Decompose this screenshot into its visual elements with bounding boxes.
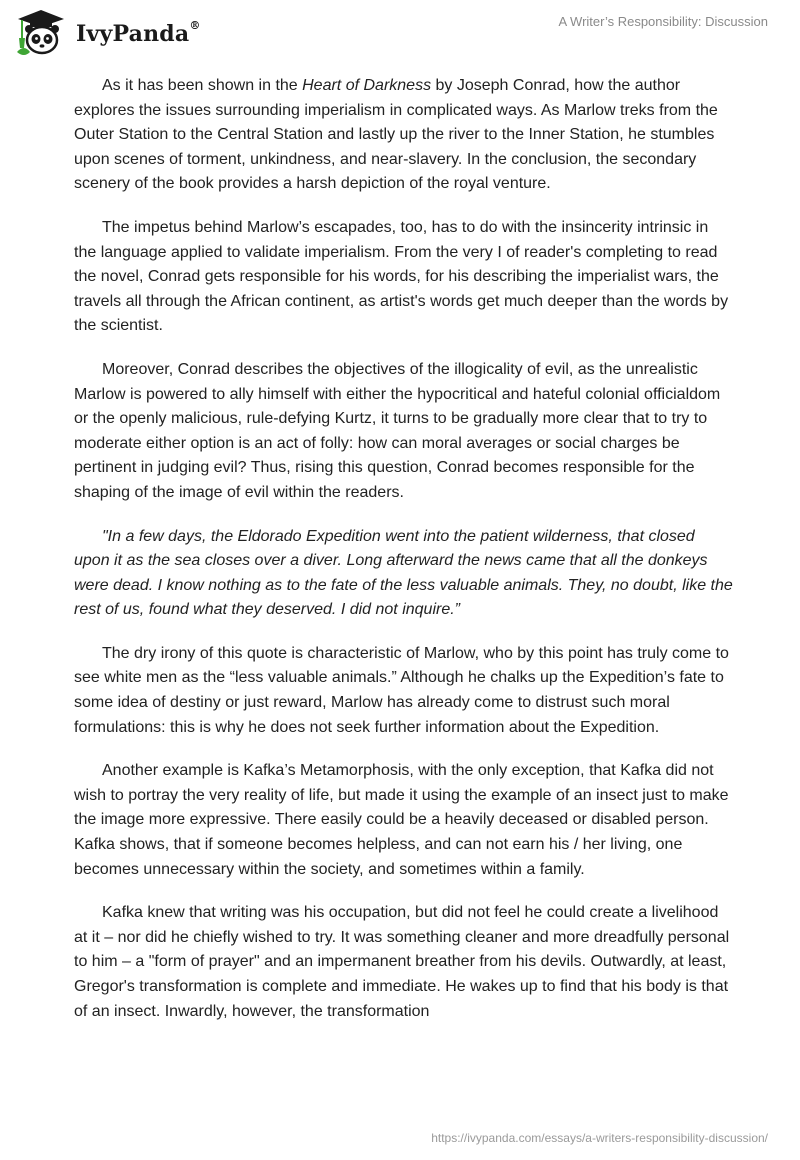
registered-mark: ®	[189, 18, 201, 32]
source-url[interactable]: https://ivypanda.com/essays/a-writers-responsibility-discussion/	[431, 1131, 768, 1145]
book-title-heart-of-darkness: Heart of Darkness	[302, 77, 432, 94]
ivypanda-logo[interactable]	[14, 8, 201, 58]
paragraph-6: Another example is Kafka’s Metamorphosis, with the only exception, that Kafka did not wish to portray the very reality of life, but made it using the example of an insect just to make the image more expressive. There easily could be a heavily deceased or disabled person. Kafka shows, that if someone becomes helpless, and can not earn his / her living, one becomes unnecessary within the society, and sometimes within a family.	[74, 762, 729, 878]
document-title: A Writer’s Responsibility: Discussion	[558, 14, 768, 29]
logo-wordmark: IvyPanda®	[76, 18, 201, 47]
essay-body	[74, 74, 734, 1043]
paragraph-1-post: by Joseph Conrad, how the author explores the issues surrounding imperialism in complicated ways. As Marlow treks from the Outer Station to the Central Station and lastly up the river to the Inner Station, he stumbles upon scenes of torment, unkindness, and near-slavery. In the conclusion, the secondary scenery of the book provides a harsh depiction of the royal venture.	[74, 77, 718, 193]
paragraph-2: The impetus behind Marlow’s escapades, too, has to do with the insincerity intrinsic in the language applied to validate imperialism. From the very I of reader's completing to read the novel, Conrad gets responsible for his words, for his describing the imperialist wars, the travels all through the African continent, as artist's words get much deeper than the words by the scientist.	[74, 218, 729, 335]
paragraph-3: Moreover, Conrad describes the objectives of the illogicality of evil, as the unrealistic Marlow is powered to ally himself with either the hypocritical and hateful colonial officialdom or the openly malicious, rule-defying Kurtz, it turns to be gradually more clear that to try to moderate either option is an act of folly: how can moral averages or social charges be pertinent in judging evil? Thus, rising this question, Conrad becomes responsible for the shaping of the image of evil within the readers.	[74, 360, 721, 501]
panda-graduate-icon	[14, 8, 68, 58]
conrad-quote: "In a few days, the Eldorado Expedition went into the patient wilderness, that closed upon it as the sea closes over a diver. Long afterward the news came that all the donkeys were dead. I know nothing as to the fate of the less valuable animals. They, no doubt, like the rest of us, found what they deserved. I did not inquire.”	[74, 527, 733, 619]
paragraph-1	[74, 74, 734, 197]
paragraph-7: Kafka knew that writing was his occupation, but did not feel he could create a livelihood at it – nor did he chiefly wished to try. It was something cleaner and more dreadfully personal to him – a "form of prayer" and an impermanent breather from his devils. Outwardly, at least, Gregor's transformation is complete and immediate. He wakes up to find that his body is that of an insect. Inwardly, however, the transformation	[74, 904, 730, 1020]
paragraph-5: The dry irony of this quote is characteristic of Marlow, who by this point has truly come to see white men as the “less valuable animals.” Although he chalks up the Expedition’s fate to some idea of destiny or just reward, Marlow has already come to distrust such moral formulations: this is why he does not seek further information about the Expedition.	[74, 644, 729, 736]
paragraph-1-pre: As it has been shown in the	[102, 77, 303, 94]
page-header	[0, 0, 800, 70]
